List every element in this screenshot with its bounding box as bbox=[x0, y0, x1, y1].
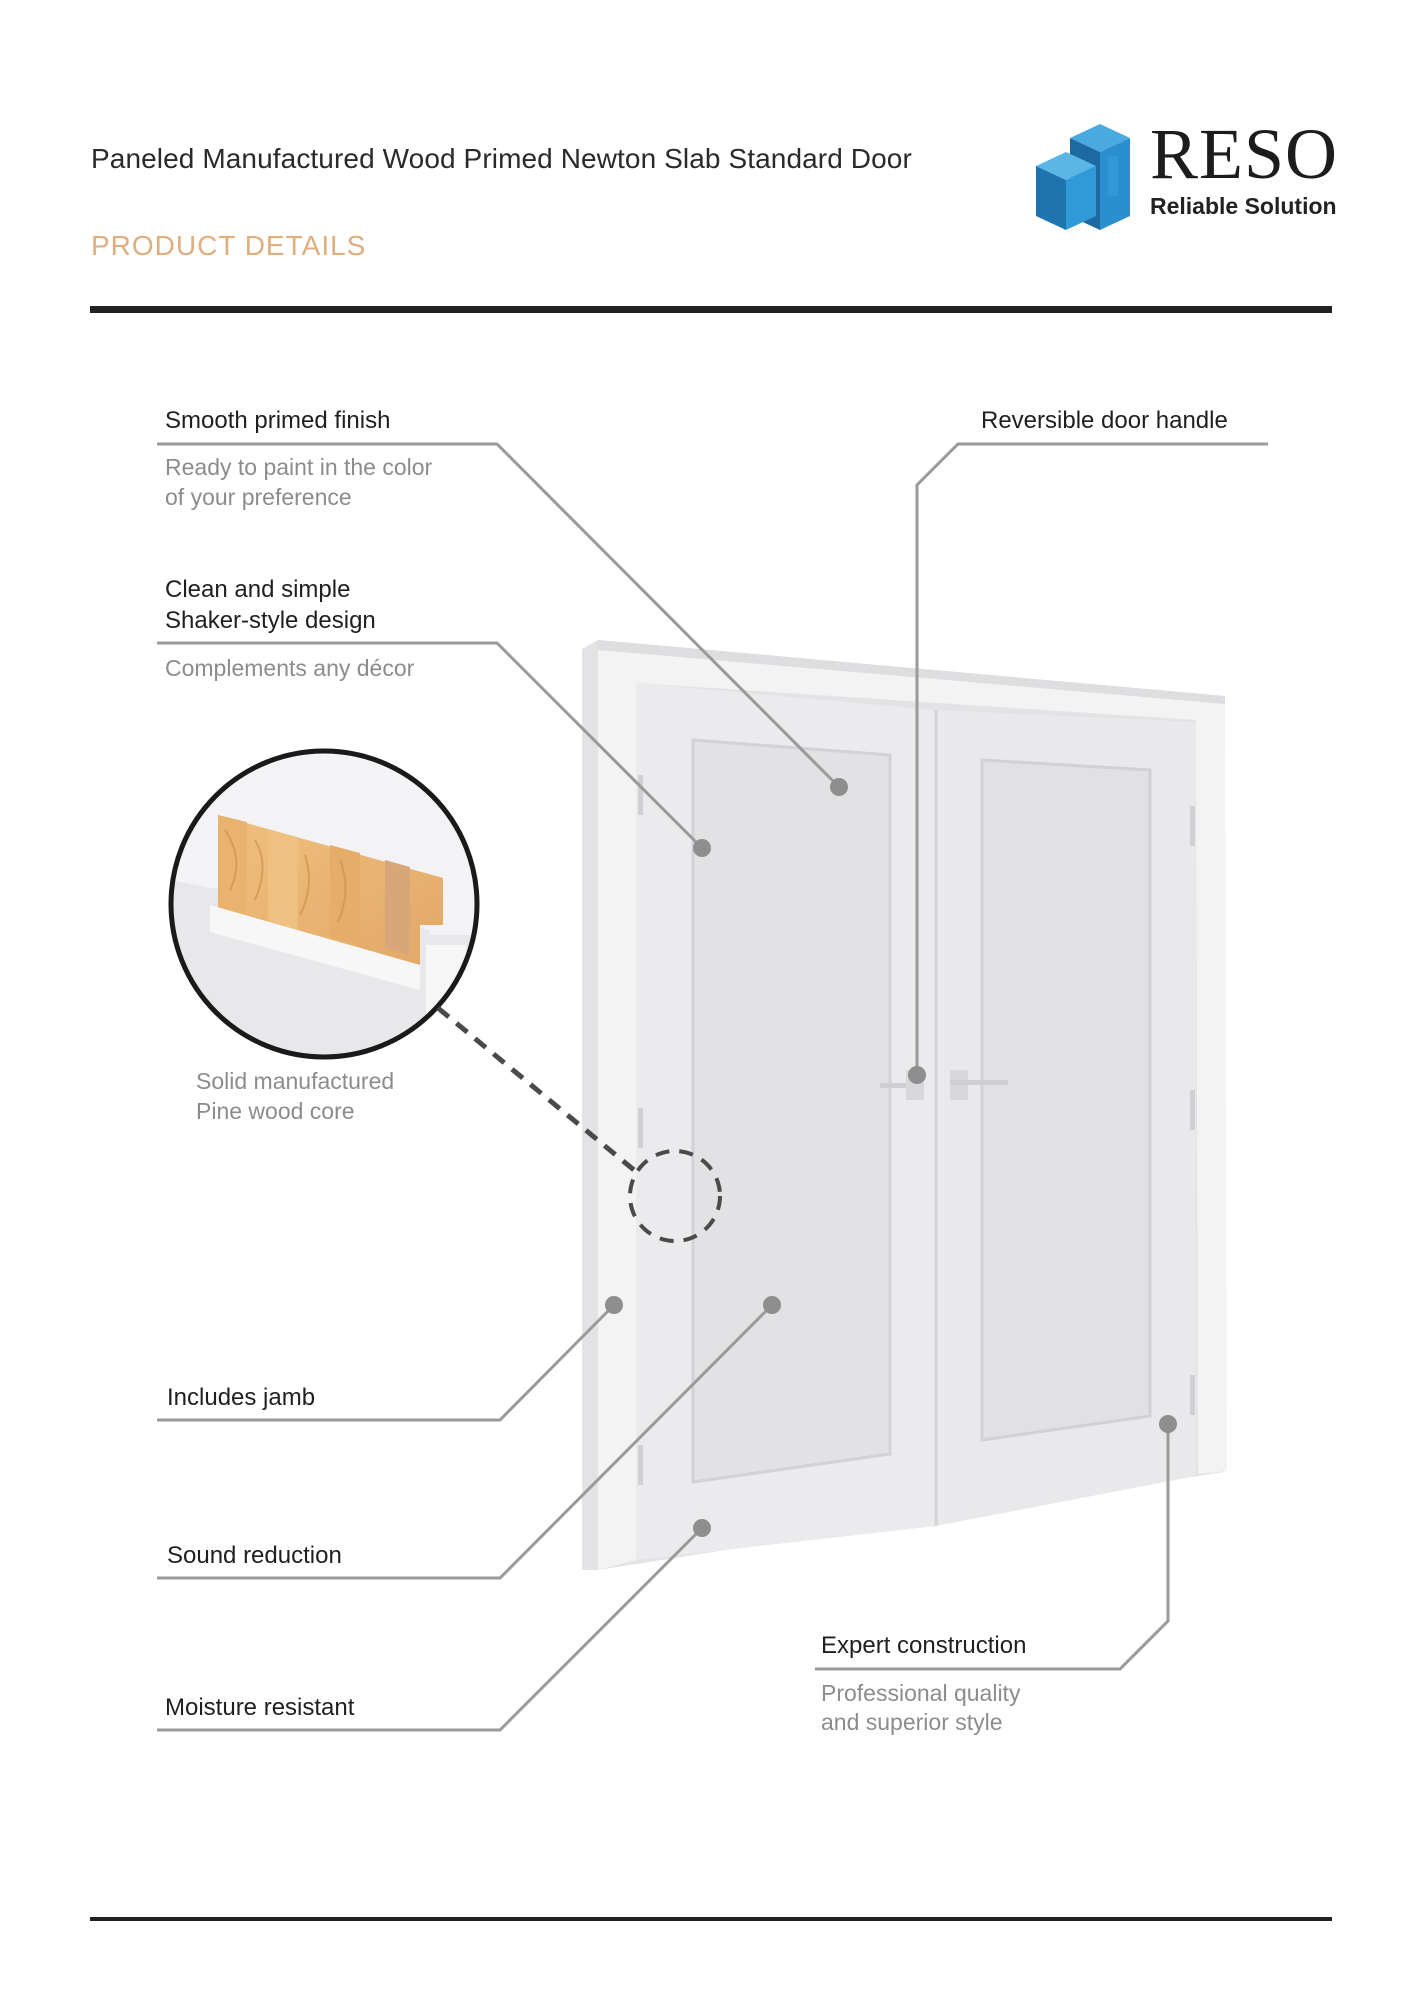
wood-core-detail bbox=[170, 750, 480, 1060]
callout-handle-label: Reversible door handle bbox=[981, 407, 1228, 434]
callout-smooth-finish-desc-1: Ready to paint in the color bbox=[165, 454, 433, 480]
footer-divider bbox=[90, 1917, 1332, 1921]
document-title: Paneled Manufactured Wood Primed Newton Slab Standard Door bbox=[91, 143, 912, 174]
callout-sound-label: Sound reduction bbox=[167, 1542, 342, 1569]
callout-construction-label: Expert construction bbox=[821, 1632, 1027, 1659]
callout-shaker-desc: Complements any décor bbox=[165, 655, 415, 681]
callout-construction-desc-2: and superior style bbox=[821, 1709, 1003, 1735]
callout-moisture-label: Moisture resistant bbox=[165, 1694, 355, 1721]
section-heading: PRODUCT DETAILS bbox=[91, 230, 367, 261]
callout-shaker-label-1: Clean and simple bbox=[165, 576, 351, 603]
logo-wordmark: RESO bbox=[1150, 114, 1339, 194]
callout-smooth-finish-desc-2: of your preference bbox=[165, 484, 352, 510]
callout-shaker-label-2: Shaker-style design bbox=[165, 607, 376, 634]
logo-tagline: Reliable Solution bbox=[1150, 193, 1337, 219]
callout-construction-desc-1: Professional quality bbox=[821, 1680, 1021, 1706]
callout-smooth-finish-label: Smooth primed finish bbox=[165, 407, 391, 434]
callout-core-desc-2: Pine wood core bbox=[196, 1098, 355, 1124]
callout-jamb-label: Includes jamb bbox=[167, 1384, 316, 1411]
callout-core-desc-1: Solid manufactured bbox=[196, 1068, 395, 1094]
